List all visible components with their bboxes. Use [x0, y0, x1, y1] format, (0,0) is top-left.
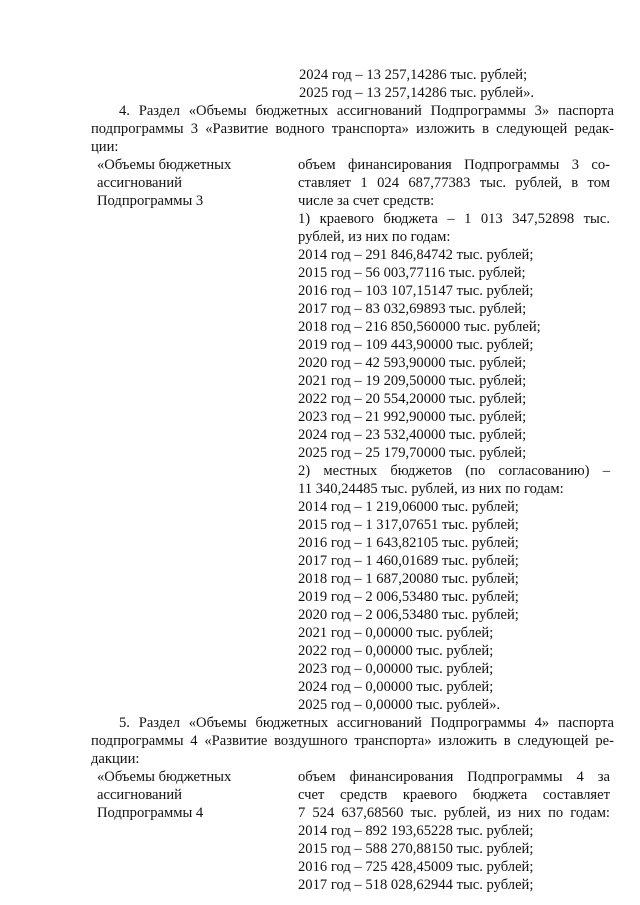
budget-year-line: 2022 год – 20 554,20000 тыс. рублей;	[298, 391, 527, 407]
budget-year-line: 2018 год – 216 850,560000 тыс. рублей;	[298, 319, 541, 335]
budget-year-line: 2014 год – 892 193,65228 тыс. рублей;	[298, 823, 534, 839]
budget-year-line: 2024 год – 0,00000 тыс. рублей;	[298, 679, 494, 695]
budget-year-line: 2024 год – 23 532,40000 тыс. рублей;	[298, 427, 527, 443]
budget-year-line: 2019 год – 109 443,90000 тыс. рублей;	[298, 337, 534, 353]
section-4-financing-line: 11 340,24485 тыс. рублей, из них по годам:	[298, 481, 564, 497]
budget-year-line: 2015 год – 1 317,07651 тыс. рублей;	[298, 517, 519, 533]
section-5-label: Подпрограммы 4	[97, 805, 204, 821]
budget-year-line: 2017 год – 518 028,62944 тыс. рублей;	[298, 877, 534, 893]
budget-year-line: 2025 год – 25 179,70000 тыс. рублей;	[298, 445, 527, 461]
budget-year-line: 2015 год – 56 003,77116 тыс. рублей;	[298, 265, 526, 281]
budget-year-line: 2023 год – 0,00000 тыс. рублей;	[298, 661, 494, 677]
section-4-financing-line: числе за счет средств:	[298, 193, 435, 209]
section-5-label: ассигнований	[97, 787, 182, 803]
section-5-intro-line: дакции:	[91, 751, 140, 767]
section-5-intro-line: подпрограммы 4 «Развитие воздушного транспорта» изложить в следующей ре-	[91, 733, 614, 749]
budget-year-line: 2024 год – 13 257,14286 тыс. рублей;	[299, 67, 528, 83]
section-4-label: ассигнований	[97, 175, 182, 191]
budget-year-line: 2022 год – 0,00000 тыс. рублей;	[298, 643, 494, 659]
budget-year-line: 2017 год – 83 032,69893 тыс. рублей;	[298, 301, 527, 317]
section-5-financing-line: 7 524 637,68560 тыс. рублей, из них по годам:	[298, 805, 610, 821]
budget-year-line: 2018 год – 1 687,20080 тыс. рублей;	[298, 571, 519, 587]
section-4-financing-line: рублей, из них по годам:	[298, 229, 451, 245]
budget-year-line: 2017 год – 1 460,01689 тыс. рублей;	[298, 553, 519, 569]
budget-year-line: 2025 год – 13 257,14286 тыс. рублей».	[299, 85, 535, 101]
section-4-intro-line: 4. Раздел «Объемы бюджетных ассигнований Подпрограммы 3» паспорта	[119, 103, 614, 119]
budget-year-line: 2021 год – 19 209,50000 тыс. рублей;	[298, 373, 527, 389]
budget-year-line: 2021 год – 0,00000 тыс. рублей;	[298, 625, 494, 641]
budget-year-line: 2014 год – 291 846,84742 тыс. рублей;	[298, 247, 534, 263]
budget-year-line: 2019 год – 2 006,53480 тыс. рублей;	[298, 589, 519, 605]
section-5-intro-line: 5. Раздел «Объемы бюджетных ассигнований Подпрограммы 4» паспорта	[119, 715, 614, 731]
section-4-financing-line: 2) местных бюджетов (по согласованию) –	[298, 463, 610, 479]
section-4-financing-line: ставляет 1 024 687,77383 тыс. рублей, в том	[298, 175, 610, 191]
budget-year-line: 2020 год – 2 006,53480 тыс. рублей;	[298, 607, 519, 623]
budget-year-line: 2016 год – 1 643,82105 тыс. рублей;	[298, 535, 519, 551]
section-4-intro-line: ции:	[91, 139, 119, 155]
section-5-financing-line: счет средств краевого бюджета составляет	[298, 787, 610, 803]
budget-year-line: 2025 год – 0,00000 тыс. рублей».	[298, 697, 501, 713]
section-4-intro-line: подпрограммы 3 «Развитие водного транспорта» изложить в следующей редак-	[91, 121, 614, 137]
section-4-label: Подпрограммы 3	[97, 193, 204, 209]
budget-year-line: 2023 год – 21 992,90000 тыс. рублей;	[298, 409, 527, 425]
budget-year-line: 2015 год – 588 270,88150 тыс. рублей;	[298, 841, 534, 857]
budget-year-line: 2020 год – 42 593,90000 тыс. рублей;	[298, 355, 527, 371]
budget-year-line: 2014 год – 1 219,06000 тыс. рублей;	[298, 499, 519, 515]
budget-year-line: 2016 год – 725 428,45009 тыс. рублей;	[298, 859, 534, 875]
section-5-label: «Объемы бюджетных	[97, 769, 232, 785]
section-4-financing-line: 1) краевого бюджета – 1 013 347,52898 тыс.	[298, 211, 610, 227]
section-4-financing-line: объем финансирования Подпрограммы 3 со-	[298, 157, 610, 173]
section-5-financing-line: объем финансирования Подпрограммы 4 за	[298, 769, 610, 785]
section-4-label: «Объемы бюджетных	[97, 157, 232, 173]
budget-year-line: 2016 год – 103 107,15147 тыс. рублей;	[298, 283, 534, 299]
